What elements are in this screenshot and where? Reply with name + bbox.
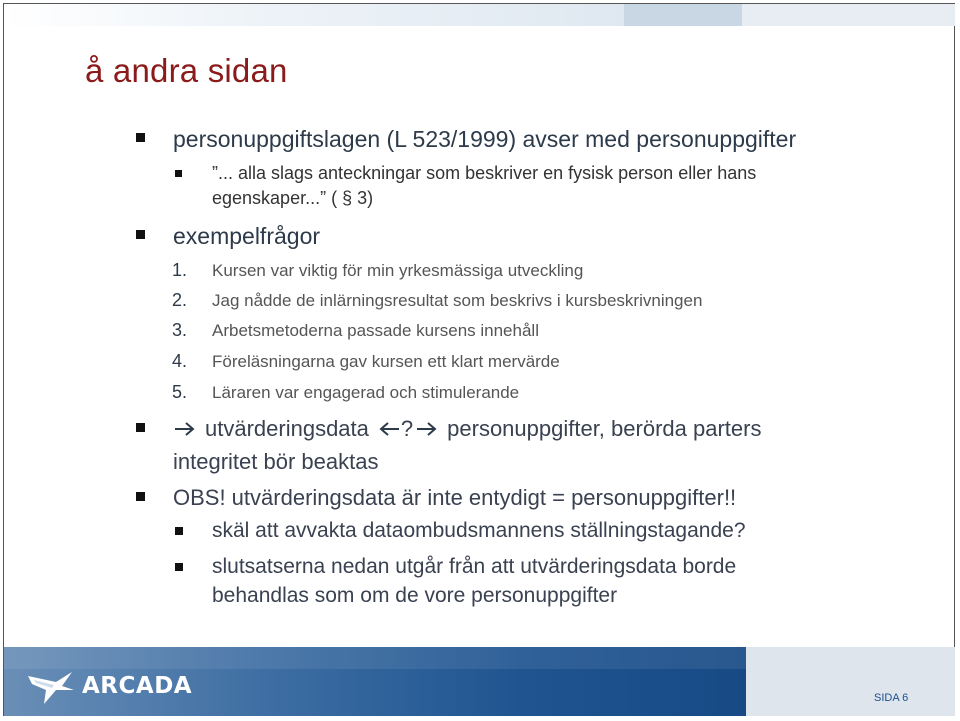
bullet-evaluation-line2: integritet bör beaktas: [173, 449, 379, 474]
bullet-evaluation-data: [173, 416, 761, 442]
bullet-pul-definition-line1: ”... alla slags anteckningar som beskriver en fysisk person eller hans: [212, 163, 757, 183]
left-arrow-icon: [377, 420, 401, 438]
personal-data-parties: personuppgifter, berörda parters: [447, 416, 762, 441]
question-number: 1.: [172, 260, 188, 280]
bullet-pul-definition-line2: egenskaper...” ( § 3): [212, 188, 374, 208]
square-bullet-icon: [175, 527, 183, 535]
arcada-logo: [26, 668, 193, 708]
question-number: 4.: [172, 351, 188, 371]
band-segment: [4, 4, 624, 26]
question-text: Läraren var engagerad och stimulerande: [212, 383, 520, 402]
slide-title: å andra sidan: [85, 52, 288, 89]
top-decorative-band: [4, 4, 955, 26]
bullet-pul: personuppgiftslagen (L 523/1999) avser med personuppgifter: [173, 126, 797, 152]
footer-light-band: [746, 647, 955, 716]
band-segment: [742, 4, 955, 26]
right-arrow-icon: [415, 420, 439, 438]
question-text: Föreläsningarna gav kursen ett klart mervärde: [212, 352, 560, 371]
square-bullet-icon: [136, 492, 145, 501]
band-segment: [624, 4, 742, 26]
bullet-obs-conclusion-line1: slutsatserna nedan utgår från att utvärderingsdata borde: [212, 555, 737, 578]
bullet-obs-reason: skäl att avvakta dataombudsmannens ställningstagande?: [212, 519, 746, 542]
bullet-obs-conclusion-line2: behandlas som om de vore personuppgifter: [212, 584, 618, 607]
evaluation-data-term: utvärderingsdata: [205, 416, 369, 441]
square-bullet-icon: [136, 230, 145, 239]
bullet-examples-heading: exempelfrågor: [173, 223, 321, 249]
question-text: Jag nådde de inlärningsresultat som beskrivs i kursbeskrivningen: [212, 291, 703, 310]
page-number-label: [874, 692, 908, 704]
square-bullet-icon: [136, 423, 145, 432]
bullet-obs: OBS! utvärderingsdata är inte entydigt = personuppgifter!!: [173, 485, 737, 510]
arcada-bird-logo-icon: [26, 668, 78, 708]
question-number: 5.: [172, 382, 188, 402]
square-bullet-icon: [175, 170, 182, 177]
question-number: 3.: [172, 320, 188, 340]
page-number: 6: [902, 692, 909, 704]
square-bullet-icon: [136, 133, 145, 142]
question-text: Arbetsmetoderna passade kursens innehåll: [212, 321, 539, 340]
question-number: 2.: [172, 290, 188, 310]
question-mark: ?: [400, 416, 414, 441]
logo-text: ARCADA: [82, 673, 193, 699]
page-label: SIDA: [874, 692, 900, 704]
right-arrow-icon: [173, 420, 197, 438]
square-bullet-icon: [175, 563, 183, 571]
question-text: Kursen var viktig för min yrkesmässiga utveckling: [212, 261, 584, 280]
